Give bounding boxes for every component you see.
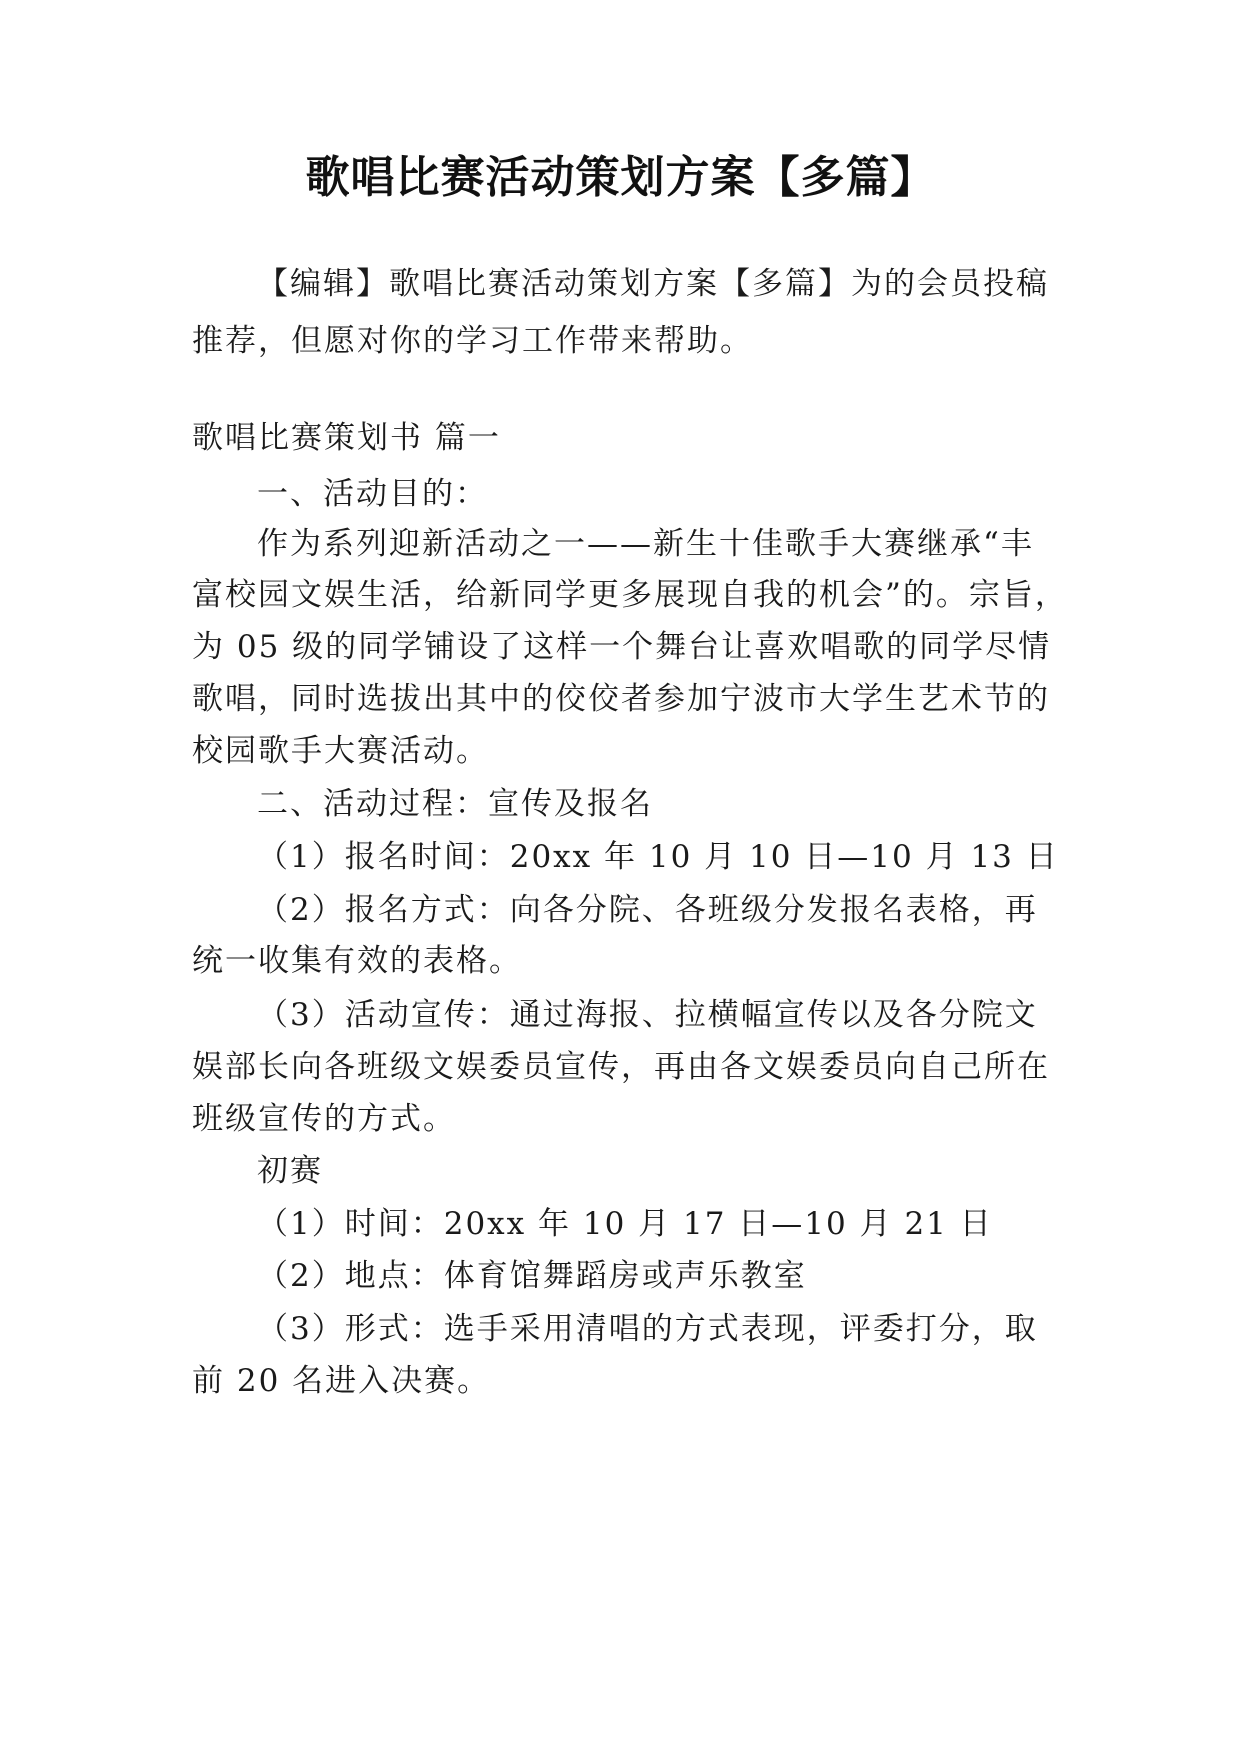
promotion-line-2: 娱部长向各班级文娱委员宣传，再由各文娱委员向自己所在 — [192, 1049, 1050, 1085]
promotion-line-3: 班级宣传的方式。 — [192, 1101, 456, 1137]
preliminary-format-line-1: （3）形式：选手采用清唱的方式表现，评委打分，取 — [257, 1311, 1038, 1347]
purpose-line-1: 作为系列迎新活动之一——新生十佳歌手大赛继承“丰 — [257, 526, 1034, 562]
preliminary-format-line-2: 前 20 名进入决赛。 — [192, 1363, 491, 1399]
purpose-line-5: 校园歌手大赛活动。 — [192, 733, 489, 769]
intro-line-2: 推荐，但愿对你的学习工作带来帮助。 — [192, 323, 753, 359]
signup-method-line-2: 统一收集有效的表格。 — [192, 943, 522, 979]
intro-line-1: 【编辑】歌唱比赛活动策划方案【多篇】为的会员投稿 — [257, 266, 1049, 302]
purpose-line-2: 富校园文娱生活，给新同学更多展现自我的机会”的。宗旨， — [192, 577, 1068, 613]
purpose-line-3: 为 05 级的同学铺设了这样一个舞台让喜欢唱歌的同学尽情 — [192, 629, 1052, 665]
document-title: 歌唱比赛活动策划方案【多篇】 — [305, 152, 936, 203]
preliminary-location: （2）地点：体育馆舞蹈房或声乐教室 — [257, 1258, 807, 1294]
signup-time: （1）报名时间：20xx 年 10 月 10 日—10 月 13 日 — [257, 839, 1059, 875]
preliminary-time: （1）时间：20xx 年 10 月 17 日—10 月 21 日 — [257, 1206, 993, 1242]
promotion-line-1: （3）活动宣传：通过海报、拉横幅宣传以及各分院文 — [257, 997, 1038, 1033]
signup-method-line-1: （2）报名方式：向各分院、各班级分发报名表格，再 — [257, 892, 1038, 928]
section-heading: 歌唱比赛策划书 篇一 — [192, 420, 501, 456]
purpose-line-4: 歌唱，同时选拔出其中的佼佼者参加宁波市大学生艺术节的 — [192, 681, 1050, 717]
subheading-purpose: 一、活动目的： — [257, 476, 488, 512]
subheading-process: 二、活动过程：宣传及报名 — [257, 786, 653, 822]
subheading-preliminary: 初赛 — [257, 1153, 323, 1189]
